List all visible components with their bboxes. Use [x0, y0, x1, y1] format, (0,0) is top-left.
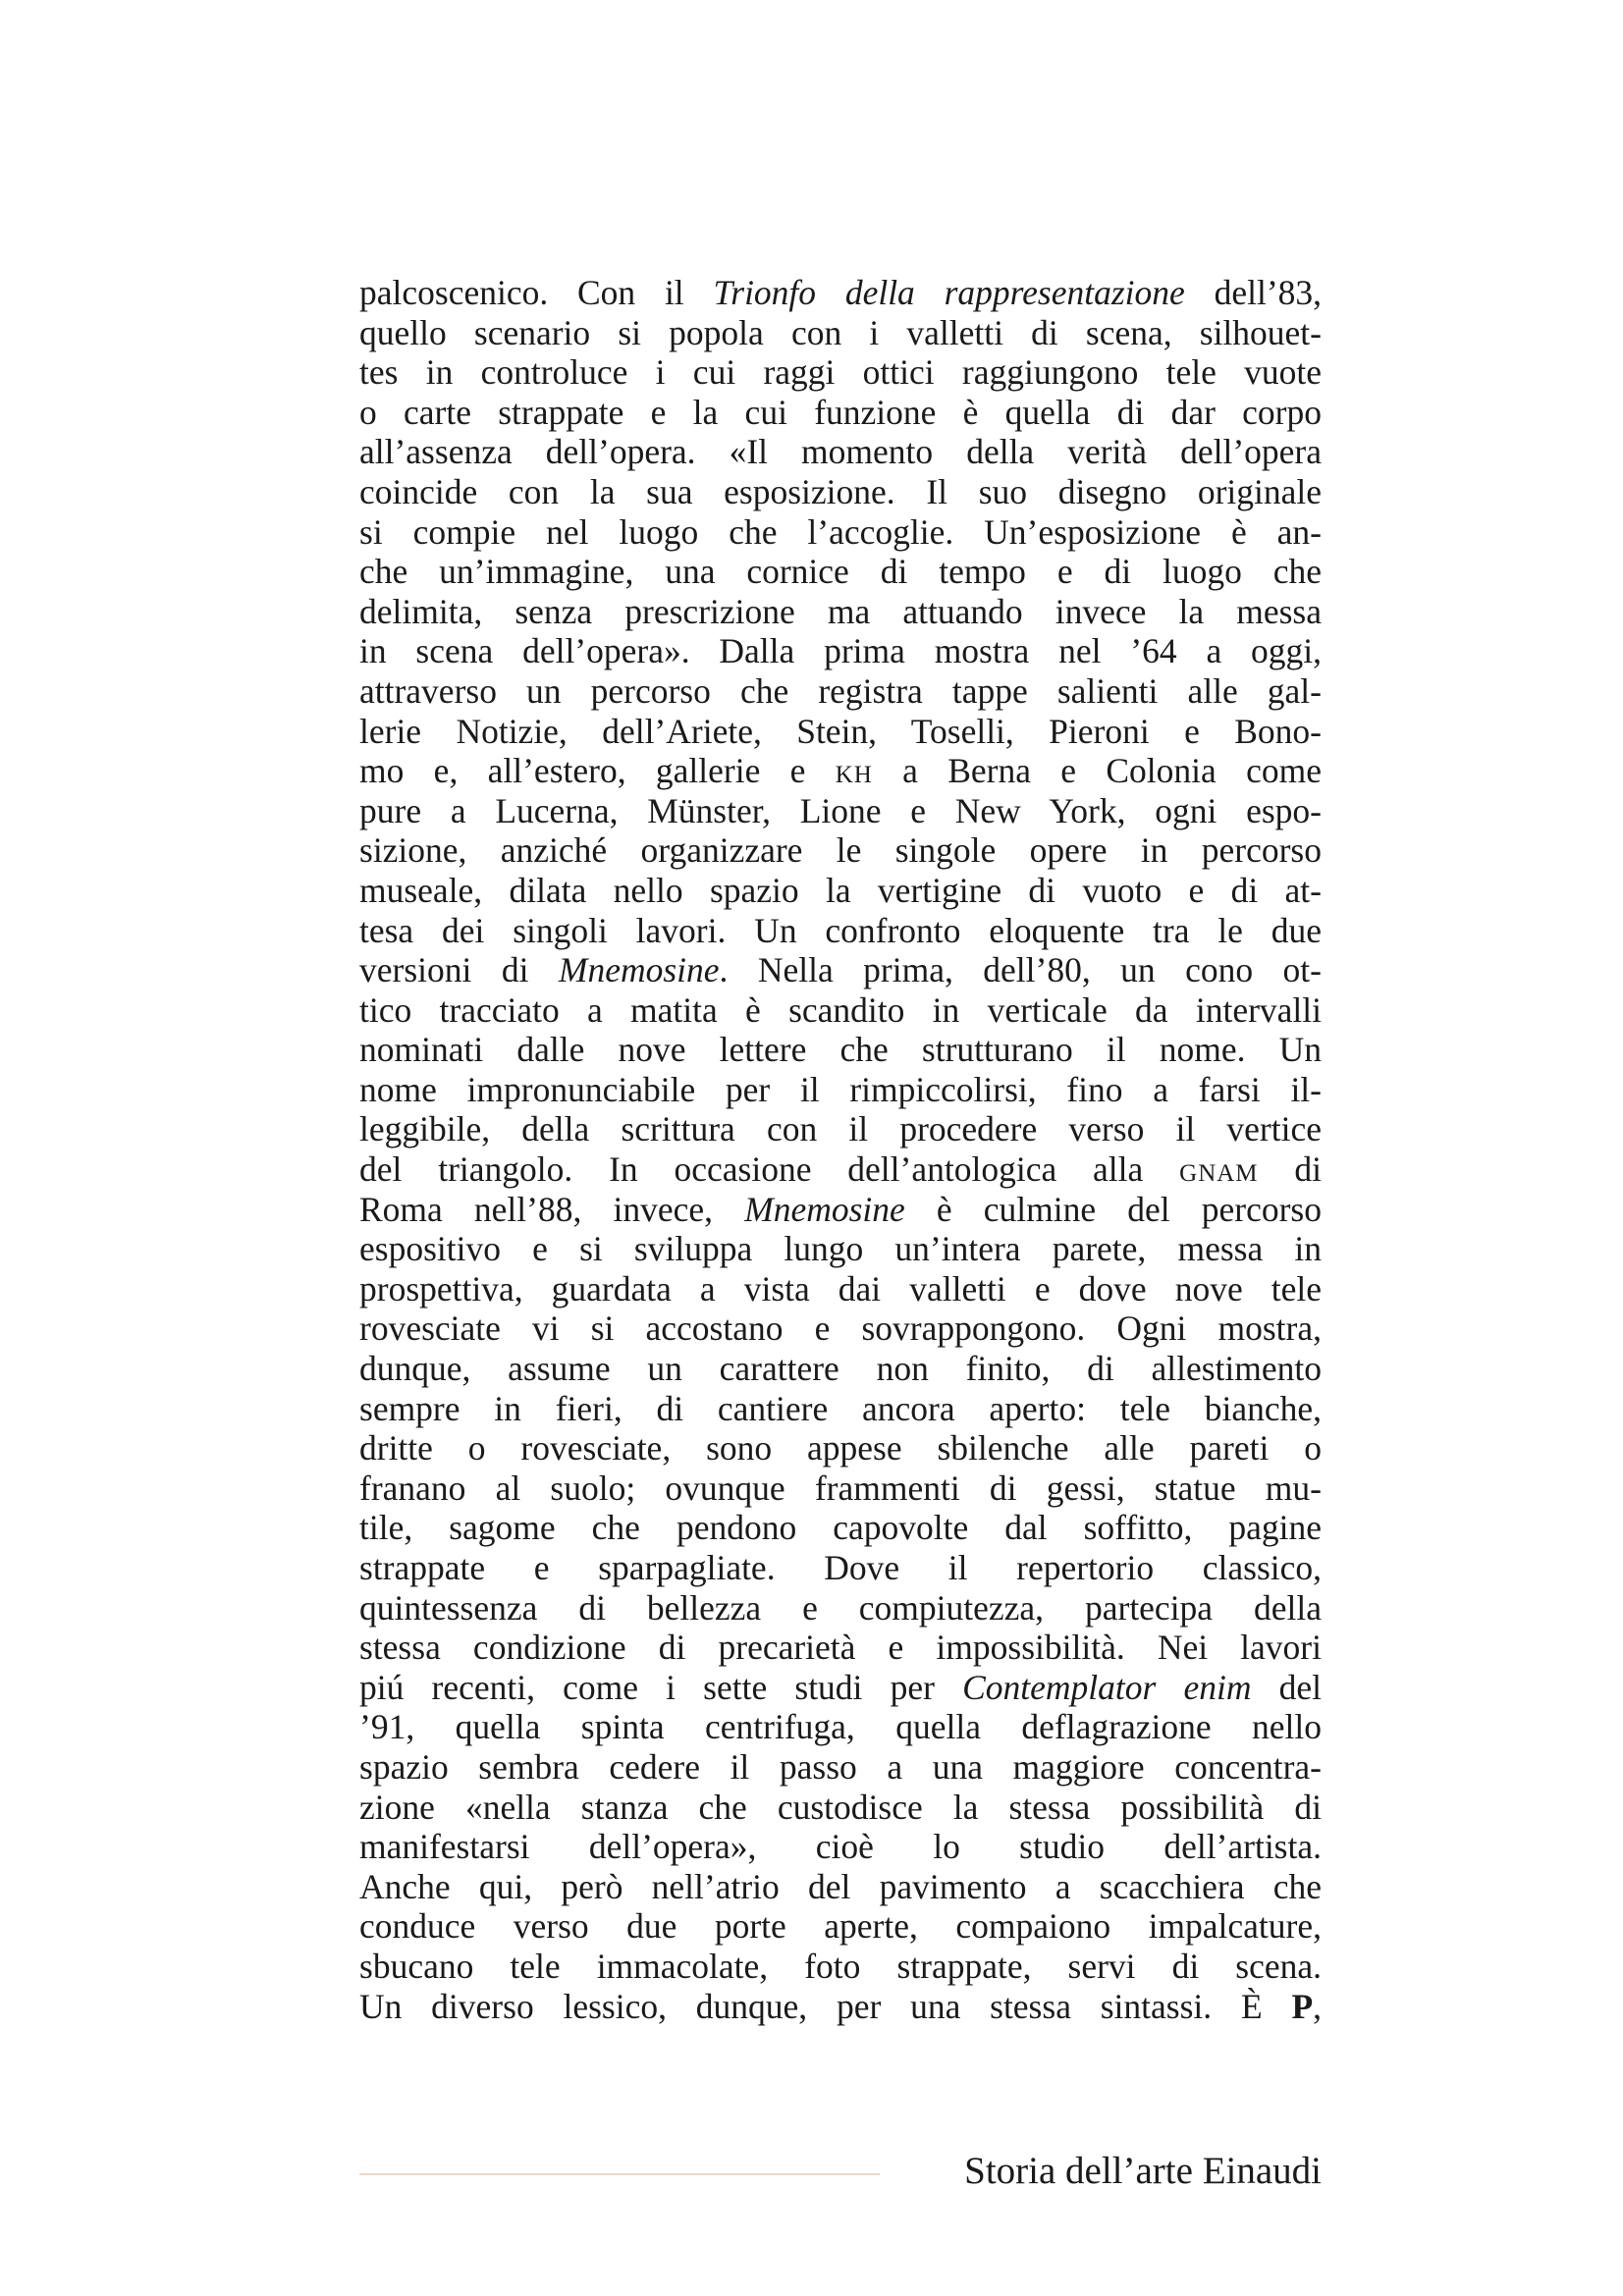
text-run: conduce verso due porte aperte, compaiono impalcature,: [359, 1906, 1322, 1947]
small-caps-abbrev: kh: [835, 751, 873, 791]
text-run: tes in controluce i cui raggi ottici raggiungono tele vuote: [359, 352, 1322, 393]
text-line: [359, 1229, 1322, 1269]
text-line: [359, 592, 1322, 632]
text-line: [359, 512, 1322, 553]
text-line: [359, 273, 1322, 313]
text-run: di: [1258, 1149, 1322, 1190]
text-line: [359, 1508, 1322, 1548]
text-line: [359, 1668, 1322, 1708]
text-line: [359, 1468, 1322, 1509]
text-line: [359, 552, 1322, 592]
text-run: tile, sagome che pendono capovolte dal soffitto, pagine: [359, 1508, 1322, 1548]
text-run: all’assenza dell’opera. «Il momento della verità dell’opera: [359, 432, 1322, 472]
bold-mark: P: [1291, 1986, 1314, 2026]
text-line: [359, 631, 1322, 671]
text-line: [359, 1269, 1322, 1309]
text-run: rovesciate vi si accostano e sovrappongono. Ogni mostra,: [359, 1308, 1322, 1349]
text-line: [359, 1707, 1322, 1747]
text-run: spazio sembra cedere il passo a una maggiore concentra-: [359, 1746, 1322, 1787]
text-line: [359, 950, 1322, 990]
text-line: [359, 472, 1322, 512]
text-run: strappate e sparpagliate. Dove il repertorio classico,: [359, 1548, 1322, 1587]
small-caps-abbrev: gnam: [1179, 1149, 1259, 1190]
text-run: sbucano tele immacolate, foto strappate, servi di scena.: [359, 1946, 1322, 1986]
text-run: o carte strappate e la cui funzione è quella di dar corpo: [359, 392, 1322, 432]
text-line: [359, 1149, 1322, 1190]
text-run: attraverso un percorso che registra tappe salienti alle gal-: [359, 670, 1322, 711]
text-run: nominati dalle nove lettere che strutturano il nome. Un: [359, 1030, 1322, 1070]
text-line: [359, 1349, 1322, 1389]
text-run: sizione, anziché organizzare le singole opere in percorso: [359, 830, 1322, 871]
text-line: [359, 712, 1322, 752]
text-run: palcoscenico. Con il: [359, 273, 714, 312]
text-line: [359, 1428, 1322, 1468]
text-run: del triangolo. In occasione dell’antologica alla: [359, 1149, 1180, 1190]
text-run: tico tracciato a matita è scandito in verticale da intervalli: [359, 989, 1322, 1030]
text-line: [359, 1308, 1322, 1349]
text-run: zione «nella stanza che custodisce la stessa possibilità di: [359, 1787, 1322, 1827]
text-run: Roma nell’88, invece,: [359, 1189, 745, 1229]
text-line: [359, 1947, 1322, 1987]
text-run: espositivo e si sviluppa lungo un’intera parete, messa in: [359, 1229, 1322, 1269]
text-run: Anche qui, però nell’atrio del pavimento a scacchiera che: [359, 1866, 1322, 1906]
text-run: versioni di: [359, 950, 559, 990]
text-run: manifestarsi dell’opera», cioè lo studio dell’artista.: [359, 1827, 1322, 1867]
text-run: piú recenti, come i sette studi per: [359, 1667, 963, 1707]
text-line: [359, 830, 1322, 871]
text-run: mo e, all’estero, gallerie e: [359, 751, 836, 791]
text-run: dunque, assume un carattere non finito, di allestimento: [359, 1349, 1322, 1389]
text-line: [359, 1906, 1322, 1947]
text-run: sempre in fieri, di cantiere ancora aperto: tele bianche,: [359, 1388, 1322, 1428]
text-line: [359, 352, 1322, 393]
text-run: delimita, senza prescrizione ma attuando invece la messa: [359, 591, 1322, 631]
text-line: [359, 1548, 1322, 1588]
text-run: si compie nel luogo che l’accoglie. Un’esposizione è an-: [359, 511, 1322, 552]
text-run: nome impronunciabile per il rimpiccolirsi, fino a farsi il-: [359, 1069, 1322, 1109]
text-line: [359, 751, 1322, 791]
text-line: [359, 871, 1322, 911]
text-line: [359, 1588, 1322, 1629]
italic-title: Contemplator enim: [962, 1667, 1252, 1707]
text-run: prospettiva, guardata a vista dai valletti e dove nove tele: [359, 1268, 1322, 1308]
text-run: ’91, quella spinta centrifuga, quella deflagrazione nello: [359, 1707, 1322, 1747]
text-run: museale, dilata nello spazio la vertigine di vuoto e di at-: [359, 870, 1322, 910]
text-line: [359, 1747, 1322, 1788]
text-line: [359, 1827, 1322, 1867]
text-line: [359, 1030, 1322, 1070]
body-paragraph: [359, 273, 1322, 2026]
text-line: [359, 1190, 1322, 1230]
text-run: dell’83,: [1184, 273, 1323, 312]
footer-publisher-title: Storia dell’arte Einaudi: [964, 2150, 1322, 2192]
text-line: [359, 313, 1322, 353]
text-run: che un’immagine, una cornice di tempo e di luogo che: [359, 552, 1322, 592]
text-run: pure a Lucerna, Münster, Lione e New York, ogni espo-: [359, 790, 1322, 830]
text-run: è culmine del percorso: [904, 1189, 1322, 1229]
text-run: lerie Notizie, dell’Ariete, Stein, Toselli, Pieroni e Bono-: [359, 711, 1322, 751]
text-run: quintessenza di bellezza e compiutezza, partecipa della: [359, 1587, 1322, 1628]
text-line: [359, 1070, 1322, 1110]
text-line: [359, 1628, 1322, 1668]
text-line: [359, 671, 1322, 712]
text-line: [359, 791, 1322, 831]
text-line: [359, 1867, 1322, 1907]
text-line: [359, 1987, 1322, 2027]
text-run: franano al suolo; ovunque frammenti di gessi, statue mu-: [359, 1468, 1322, 1508]
text-run: a Berna e Colonia come: [872, 751, 1322, 791]
text-run: dritte o rovesciate, sono appese sbilenche alle pareti o: [359, 1428, 1322, 1468]
text-run: Un diverso lessico, dunque, per una stessa sintassi. È: [359, 1986, 1292, 2026]
italic-title: Mnemosine: [744, 1189, 905, 1229]
text-run: coincide con la sua esposizione. Il suo disegno originale: [359, 471, 1322, 511]
italic-title: Mnemosine: [558, 950, 720, 990]
text-run: stessa condizione di precarietà e impossibilità. Nei lavori: [359, 1628, 1322, 1668]
text-run: tesa dei singoli lavori. Un confronto eloquente tra le due: [359, 910, 1322, 950]
text-line: [359, 1389, 1322, 1429]
text-run: quello scenario si popola con i valletti di scena, silhouet-: [359, 312, 1322, 352]
text-line: [359, 1109, 1322, 1149]
text-run: ,: [1313, 1986, 1322, 2026]
text-line: [359, 432, 1322, 472]
italic-title: Trionfo della rappresentazione: [713, 273, 1185, 312]
text-run: leggibile, della scrittura con il procedere verso il vertice: [359, 1109, 1322, 1149]
text-line: [359, 990, 1322, 1031]
text-run: del: [1251, 1667, 1322, 1707]
text-line: [359, 393, 1322, 433]
text-line: [359, 1788, 1322, 1828]
text-run: in scena dell’opera». Dalla prima mostra nel ’64 a oggi,: [359, 631, 1322, 671]
footer-rule: [359, 2173, 880, 2175]
text-run: . Nella prima, dell’80, un cono ot-: [719, 950, 1322, 990]
text-line: [359, 911, 1322, 951]
